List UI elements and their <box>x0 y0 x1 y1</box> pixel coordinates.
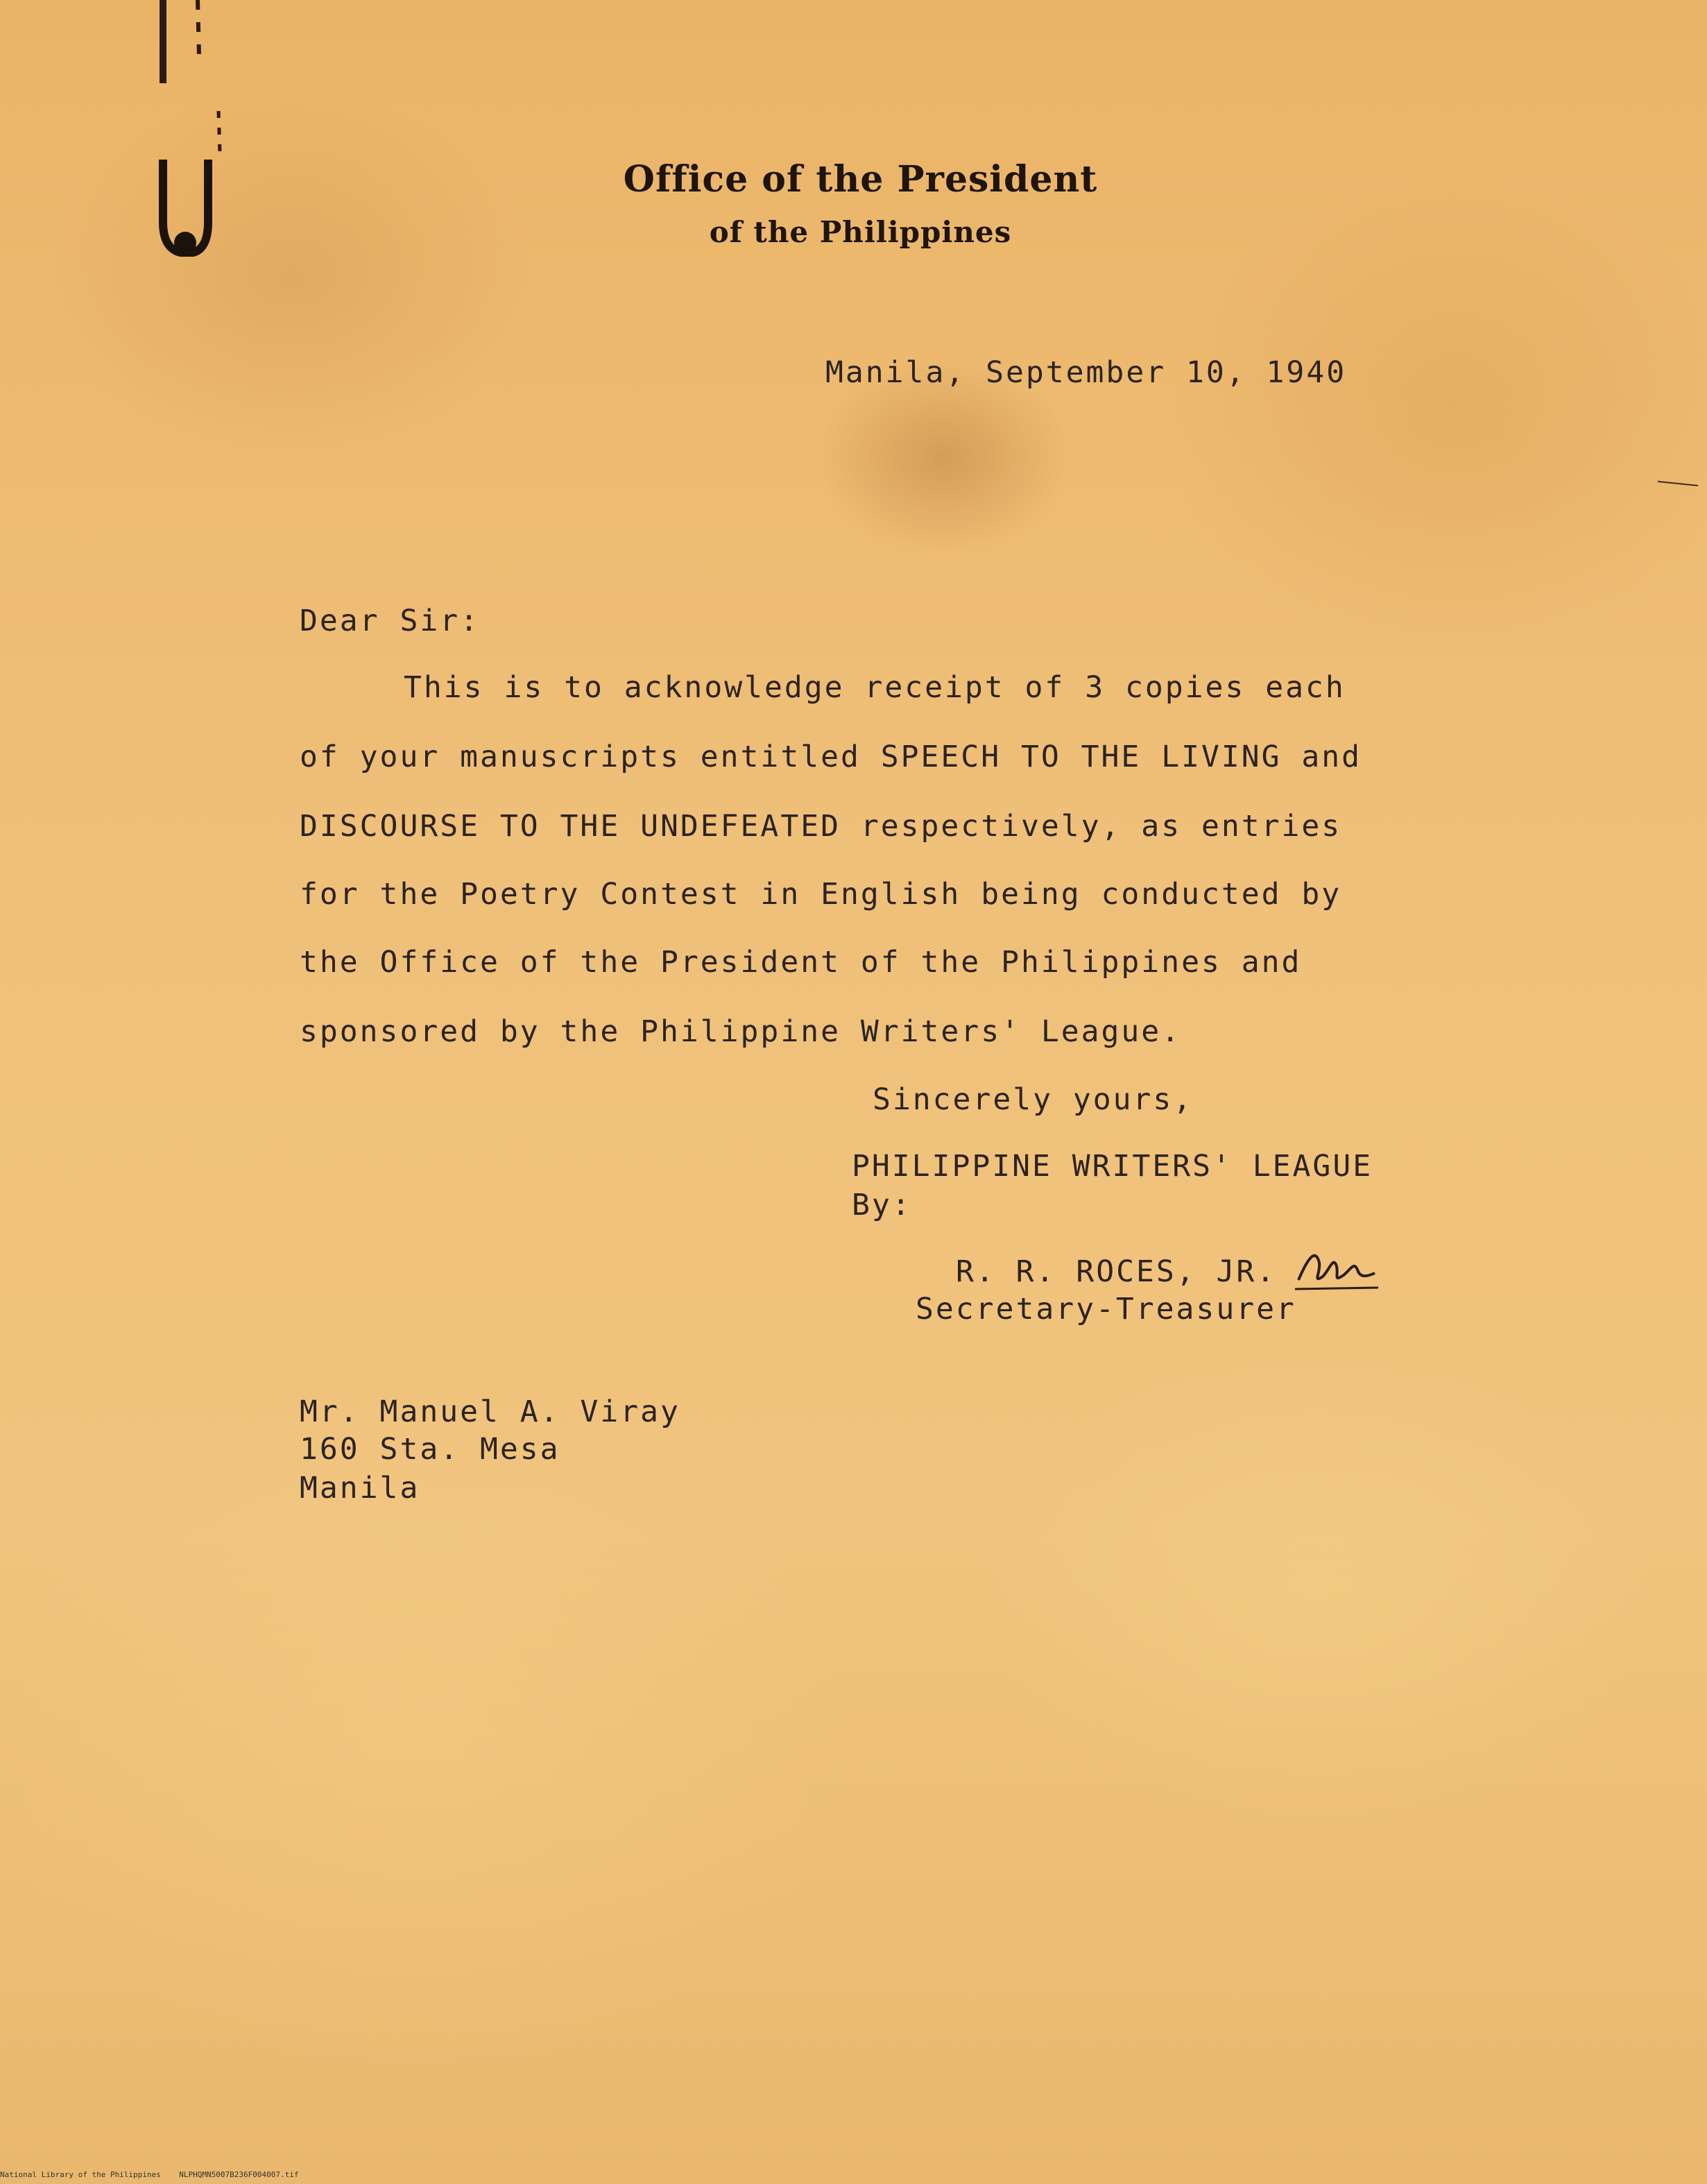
handwritten-initials-signature <box>1292 1242 1382 1297</box>
recipient-city: Manila <box>300 1471 420 1505</box>
salutation: Dear Sir: <box>300 604 480 638</box>
closing: Sincerely yours, <box>873 1082 1194 1117</box>
recipient-street: 160 Sta. Mesa <box>300 1432 560 1467</box>
letterhead-subtitle: of the Philippines <box>709 215 1012 249</box>
body-line: for the Poetry Contest in English being conducted by <box>300 877 1342 912</box>
body-line: This is to acknowledge receipt of 3 copies each <box>404 670 1346 705</box>
organization-name: PHILIPPINE WRITERS' LEAGUE <box>852 1149 1373 1184</box>
signer-name: R. R. ROCES, JR. <box>956 1254 1277 1289</box>
by-label: By: <box>852 1188 912 1222</box>
signer-title: Secretary-Treasurer <box>916 1292 1296 1326</box>
archive-footer: National Library of the Philippines NLPHQMN5007B236F004007.tif <box>0 2170 299 2179</box>
body-line: of your manuscripts entitled SPEECH TO THE LIVING and <box>300 740 1362 774</box>
recipient-name: Mr. Manuel A. Viray <box>300 1394 680 1429</box>
letterhead-title: Office of the President <box>623 158 1098 201</box>
body-line: sponsored by the Philippine Writers' League. <box>300 1014 1182 1049</box>
body-line: the Office of the President of the Philippines and <box>300 945 1302 980</box>
body-line: DISCOURSE TO THE UNDEFEATED respectively, as entries <box>300 809 1342 844</box>
edge-tear-mark <box>1658 479 1699 488</box>
letter-date: Manila, September 10, 1940 <box>825 355 1347 390</box>
